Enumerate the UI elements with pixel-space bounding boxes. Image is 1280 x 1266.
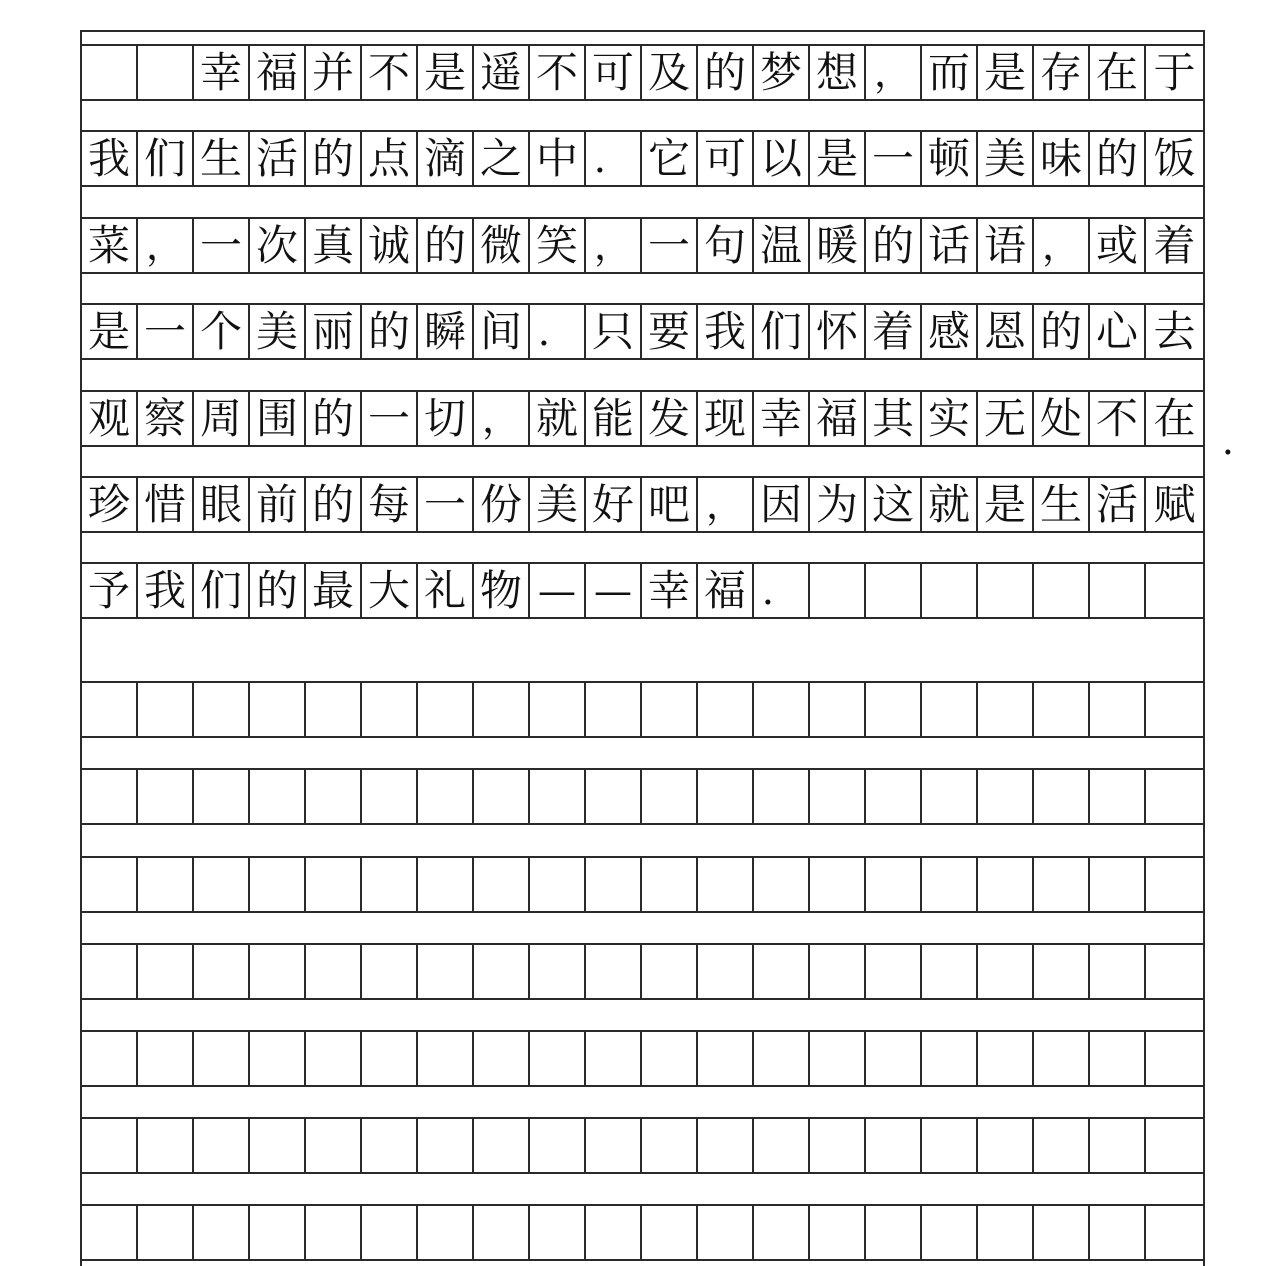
grid-cell-char: 我 [82, 132, 138, 185]
grid-cell-empty [1090, 858, 1146, 911]
grid-cell-empty [82, 1032, 138, 1085]
grid-cell-char: 是 [978, 478, 1034, 531]
grid-cell-empty [586, 1206, 642, 1259]
grid-cell-char: 礼 [418, 564, 474, 617]
grid-cell-empty [138, 1032, 194, 1085]
grid-cell-empty [1146, 564, 1203, 617]
grid-cell-empty [642, 858, 698, 911]
grid-cell-char: 这 [866, 478, 922, 531]
grid-cell-char: 心 [1090, 305, 1146, 358]
grid-cell-char: 不 [362, 46, 418, 99]
grid-cell-char: 们 [194, 564, 250, 617]
grid-cell-empty [922, 858, 978, 911]
grid-cell-char: 句 [698, 219, 754, 272]
grid-cell-char: 想 [810, 46, 866, 99]
grid-cell-empty [642, 945, 698, 998]
grid-cell-char: 于 [1153, 47, 1196, 97]
grid-cell-empty [362, 1032, 418, 1085]
grid-cell-empty [530, 858, 586, 911]
grid-cell-char: 赋 [1153, 479, 1196, 529]
grid-cell-empty [306, 1032, 362, 1085]
grid-cell-char: 一 [642, 219, 698, 272]
grid-cell-char: 微 [474, 219, 530, 272]
grid-cell-char: 笑 [530, 219, 586, 272]
grid-cell-empty [810, 858, 866, 911]
grid-cell-empty [978, 1119, 1034, 1172]
grid-cell-char: 的 [866, 219, 922, 272]
grid-cell-empty [586, 683, 642, 736]
grid-cell-empty [1146, 1032, 1203, 1085]
grid-cell-char: 温 [754, 219, 810, 272]
grid-row-13 [82, 1117, 1203, 1174]
grid-cell-empty [418, 1032, 474, 1085]
grid-cell-empty [418, 770, 474, 823]
grid-cell-char: 可 [698, 132, 754, 185]
grid-cell-empty [866, 945, 922, 998]
grid-cell-empty [866, 1119, 922, 1172]
grid-cell-empty [866, 1032, 922, 1085]
grid-cell-empty [138, 46, 194, 99]
grid-cell-empty [586, 858, 642, 911]
grid-cell-char: 能 [586, 392, 642, 445]
grid-cell-empty [474, 1119, 530, 1172]
grid-cell-empty [922, 1032, 978, 1085]
grid-cell-char: 只 [586, 305, 642, 358]
grid-cell-empty [194, 683, 250, 736]
grid-cell-empty [250, 683, 306, 736]
grid-cell-char: 一 [362, 392, 418, 445]
grid-cell-empty [138, 945, 194, 998]
grid-cell-empty [698, 1206, 754, 1259]
grid-cell-char: 大 [362, 564, 418, 617]
grid-cell-char: — [530, 564, 586, 617]
grid-cell-char: 而 [922, 46, 978, 99]
grid-cell-empty [866, 564, 922, 617]
grid-cell-char: 处 [1034, 392, 1090, 445]
grid-cell-empty [530, 1032, 586, 1085]
grid-cell-empty [474, 683, 530, 736]
grid-cell-char: ． [754, 564, 810, 617]
grid-cell-empty [698, 1119, 754, 1172]
grid-cell-char: 在 [1090, 46, 1146, 99]
grid-cell-char: 可 [586, 46, 642, 99]
grid-cell-empty [978, 945, 1034, 998]
grid-cell-char: 着 [1153, 220, 1196, 270]
grid-cell-char: ． [530, 305, 586, 358]
grid-cell-empty [698, 858, 754, 911]
grid-cell-empty [1034, 945, 1090, 998]
grid-cell-char: 美 [250, 305, 306, 358]
grid-row-1 [82, 44, 1203, 101]
grid-cell-empty [642, 1032, 698, 1085]
grid-cell-char: 周 [194, 392, 250, 445]
grid-cell-char: 的 [418, 219, 474, 272]
grid-cell-char: 暖 [810, 219, 866, 272]
grid-cell-char: 中 [530, 132, 586, 185]
grid-cell-empty [474, 770, 530, 823]
grid-cell-empty [978, 1032, 1034, 1085]
grid-cell-char: 无 [978, 392, 1034, 445]
grid-cell-char: 好 [586, 478, 642, 531]
grid-cell-empty [754, 683, 810, 736]
grid-cell-empty [306, 683, 362, 736]
grid-cell-empty [810, 1119, 866, 1172]
grid-cell-char: 美 [530, 478, 586, 531]
grid-cell-empty [250, 945, 306, 998]
grid-cell-char: 们 [138, 132, 194, 185]
grid-cell-empty [1090, 564, 1146, 617]
grid-cell-char: 菜 [82, 219, 138, 272]
grid-cell-empty [978, 1206, 1034, 1259]
grid-cell-char: 活 [250, 132, 306, 185]
grid-cell-empty [82, 945, 138, 998]
grid-cell-empty [922, 770, 978, 823]
grid-row-12 [82, 1030, 1203, 1087]
grid-cell-empty [922, 564, 978, 617]
grid-cell-empty [362, 858, 418, 911]
grid-cell-char: ， [698, 478, 754, 531]
grid-cell-empty [810, 1206, 866, 1259]
grid-cell-char: 个 [194, 305, 250, 358]
grid-cell-char: ， [1034, 219, 1090, 272]
grid-cell-empty [1090, 1119, 1146, 1172]
grid-row-7 [82, 562, 1203, 619]
grid-cell-char: 的 [250, 564, 306, 617]
grid-cell-char: 福 [810, 392, 866, 445]
grid-cell-empty [922, 945, 978, 998]
grid-cell-char: 因 [754, 478, 810, 531]
grid-cell-char: 之 [474, 132, 530, 185]
grid-cell-char: 发 [642, 392, 698, 445]
grid-cell-empty [1090, 1032, 1146, 1085]
grid-cell-empty [306, 770, 362, 823]
grid-cell-char: 每 [362, 478, 418, 531]
grid-cell-empty [194, 1206, 250, 1259]
grid-cell-empty [978, 683, 1034, 736]
grid-cell-empty [474, 858, 530, 911]
grid-cell-empty [810, 564, 866, 617]
grid-row-6 [82, 476, 1203, 533]
grid-cell-empty [1090, 1206, 1146, 1259]
grid-cell-empty [754, 1206, 810, 1259]
grid-cell-empty [1034, 564, 1090, 617]
grid-cell-char: 生 [194, 132, 250, 185]
grid-cell-empty [642, 683, 698, 736]
grid-cell-empty [586, 945, 642, 998]
grid-cell-char: 去 [1153, 306, 1196, 356]
grid-cell-char: ， [474, 392, 530, 445]
grid-cell-char: 感 [922, 305, 978, 358]
grid-cell-empty [866, 770, 922, 823]
grid-cell-char: 饭 [1153, 133, 1196, 183]
grid-cell-char: 吧 [642, 478, 698, 531]
grid-cell-char: 前 [250, 478, 306, 531]
grid-cell-empty [474, 1032, 530, 1085]
grid-cell-char: 就 [922, 478, 978, 531]
grid-cell-empty [138, 858, 194, 911]
grid-cell-empty [362, 770, 418, 823]
grid-cell-empty [754, 1119, 810, 1172]
grid-cell-empty [642, 1119, 698, 1172]
grid-row-3 [82, 217, 1203, 274]
grid-cell-char: 围 [250, 392, 306, 445]
grid-cell-char: 眼 [194, 478, 250, 531]
grid-cell-empty [1146, 1206, 1203, 1259]
grid-cell-char: 其 [866, 392, 922, 445]
grid-cell-empty [754, 770, 810, 823]
grid-cell-char: 及 [642, 46, 698, 99]
grid-cell-empty [362, 1206, 418, 1259]
grid-cell-empty [250, 1119, 306, 1172]
grid-row-11 [82, 943, 1203, 1000]
grid-cell-char: 物 [474, 564, 530, 617]
grid-cell-empty [922, 1206, 978, 1259]
grid-cell-empty [1090, 945, 1146, 998]
grid-cell-empty [866, 683, 922, 736]
grid-cell-empty [754, 858, 810, 911]
grid-cell-empty [82, 858, 138, 911]
grid-cell-char: 美 [978, 132, 1034, 185]
grid-cell-empty [586, 1032, 642, 1085]
grid-cell-empty [418, 945, 474, 998]
grid-cell-char: ， [586, 219, 642, 272]
grid-cell-empty [866, 858, 922, 911]
grid-cell-char: ， [866, 46, 922, 99]
grid-cell-char: 语 [978, 219, 1034, 272]
grid-cell-empty [922, 683, 978, 736]
grid-cell-char: 的 [306, 478, 362, 531]
grid-cell-char: 次 [250, 219, 306, 272]
grid-cell-char: 在 [1153, 393, 1196, 443]
grid-cell-empty [250, 1032, 306, 1085]
grid-cell-empty [362, 1119, 418, 1172]
grid-cell-char: 珍 [82, 478, 138, 531]
grid-cell-empty [530, 683, 586, 736]
grid-cell-empty [922, 1119, 978, 1172]
grid-cell-char: 是 [82, 305, 138, 358]
grid-cell-empty [82, 683, 138, 736]
grid-cell-char: 瞬 [418, 305, 474, 358]
grid-cell-char: 以 [754, 132, 810, 185]
grid-cell-empty [810, 1032, 866, 1085]
grid-cell-empty [1146, 945, 1203, 998]
grid-cell-char: 察 [138, 392, 194, 445]
grid-cell-empty [418, 1206, 474, 1259]
margin-period: ． [1222, 419, 1261, 463]
grid-cell-empty [194, 770, 250, 823]
grid-cell-empty [586, 1119, 642, 1172]
grid-cell-empty [306, 1119, 362, 1172]
grid-cell-empty [82, 1206, 138, 1259]
grid-cell-char: 最 [306, 564, 362, 617]
grid-cell-empty [250, 858, 306, 911]
grid-cell-empty [418, 858, 474, 911]
grid-cell-char: 福 [698, 564, 754, 617]
grid-cell-empty [1034, 1119, 1090, 1172]
grid-cell-empty [362, 683, 418, 736]
grid-cell-empty [698, 945, 754, 998]
grid-cell-empty [418, 1119, 474, 1172]
grid-cell-char: 的 [698, 46, 754, 99]
grid-cell-char: 遥 [474, 46, 530, 99]
grid-cell-char: 梦 [754, 46, 810, 99]
grid-cell-char: 是 [978, 46, 1034, 99]
grid-cell-empty [1090, 683, 1146, 736]
grid-cell-char: 的 [1090, 132, 1146, 185]
grid-cell-empty [978, 564, 1034, 617]
grid-cell-empty [1146, 683, 1203, 736]
grid-cell-empty [1034, 683, 1090, 736]
grid-cell-char: 是 [418, 46, 474, 99]
grid-row-4 [82, 303, 1203, 360]
grid-cell-empty [250, 770, 306, 823]
grid-cell-char: 滴 [418, 132, 474, 185]
grid-cell-empty [138, 683, 194, 736]
grid-cell-char: 实 [922, 392, 978, 445]
grid-cell-char: 我 [698, 305, 754, 358]
grid-cell-empty [586, 770, 642, 823]
grid-cell-char: 我 [138, 564, 194, 617]
grid-cell-empty [1034, 1032, 1090, 1085]
grid-cell-char: 或 [1090, 219, 1146, 272]
grid-cell-char: 生 [1034, 478, 1090, 531]
grid-row-9 [82, 768, 1203, 825]
grid-cell-char: 不 [1090, 392, 1146, 445]
grid-cell-char: 活 [1090, 478, 1146, 531]
grid-cell-char: 一 [194, 219, 250, 272]
grid-cell-empty [698, 1032, 754, 1085]
grid-cell-empty [82, 770, 138, 823]
grid-cell-empty [306, 1206, 362, 1259]
grid-cell-empty [1146, 1119, 1203, 1172]
grid-cell-char: 味 [1034, 132, 1090, 185]
grid-cell-empty [530, 1119, 586, 1172]
grid-cell-empty [474, 945, 530, 998]
grid-cell-empty [1146, 770, 1203, 823]
grid-cell-char: 一 [866, 132, 922, 185]
grid-cell-empty [810, 770, 866, 823]
grid-cell-char: 幸 [194, 46, 250, 99]
grid-cell-char: 惜 [138, 478, 194, 531]
grid-cell-char: 幸 [754, 392, 810, 445]
grid-row-8 [82, 681, 1203, 738]
grid-cell-empty [1034, 1206, 1090, 1259]
grid-cell-char: 并 [306, 46, 362, 99]
grid-cell-char: 是 [810, 132, 866, 185]
grid-cell-empty [418, 683, 474, 736]
grid-row-10 [82, 856, 1203, 913]
grid-cell-empty [698, 683, 754, 736]
grid-cell-empty [306, 945, 362, 998]
grid-cell-empty [250, 1206, 306, 1259]
grid-cell-char: 切 [418, 392, 474, 445]
grid-cell-empty [1090, 770, 1146, 823]
grid-cell-char: 的 [306, 132, 362, 185]
grid-cell-empty [82, 1119, 138, 1172]
grid-cell-empty [306, 858, 362, 911]
grid-cell-char: 的 [362, 305, 418, 358]
grid-cell-char: 话 [922, 219, 978, 272]
grid-cell-empty [138, 770, 194, 823]
grid-cell-empty [138, 1206, 194, 1259]
grid-cell-char: 不 [530, 46, 586, 99]
grid-cell-empty [474, 1206, 530, 1259]
grid-row-14 [82, 1204, 1203, 1261]
grid-cell-empty [1034, 858, 1090, 911]
grid-cell-empty [194, 1032, 250, 1085]
grid-cell-char: 一 [418, 478, 474, 531]
grid-cell-char: 现 [698, 392, 754, 445]
grid-cell-empty [362, 945, 418, 998]
grid-cell-char: 丽 [306, 305, 362, 358]
grid-cell-empty [754, 1032, 810, 1085]
grid-cell-empty [754, 945, 810, 998]
grid-cell-empty [978, 770, 1034, 823]
grid-cell-char: ， [138, 219, 194, 272]
grid-cell-empty [194, 858, 250, 911]
grid-cell-char: 点 [362, 132, 418, 185]
grid-cell-char: 着 [866, 305, 922, 358]
grid-cell-empty [138, 1119, 194, 1172]
grid-cell-char: 间 [474, 305, 530, 358]
grid-cell-char: 们 [754, 305, 810, 358]
grid-cell-empty [810, 683, 866, 736]
grid-cell-empty [82, 46, 138, 99]
grid-cell-char: 一 [138, 305, 194, 358]
grid-cell-empty [642, 770, 698, 823]
grid-cell-char: 存 [1034, 46, 1090, 99]
grid-cell-char: 的 [306, 392, 362, 445]
grid-cell-char: 诚 [362, 219, 418, 272]
grid-row-5 [82, 390, 1203, 447]
grid-cell-char: ． [586, 132, 642, 185]
grid-row-2 [82, 130, 1203, 187]
grid-cell-char: 幸 [642, 564, 698, 617]
grid-cell-char: 予 [82, 564, 138, 617]
grid-cell-char: — [586, 564, 642, 617]
grid-cell-empty [194, 945, 250, 998]
grid-cell-empty [698, 770, 754, 823]
grid-cell-char: 要 [642, 305, 698, 358]
grid-cell-empty [1146, 858, 1203, 911]
grid-cell-char: 为 [810, 478, 866, 531]
grid-cell-char: 的 [1034, 305, 1090, 358]
grid-cell-char: 它 [642, 132, 698, 185]
grid-cell-empty [978, 858, 1034, 911]
grid-cell-empty [866, 1206, 922, 1259]
writing-grid-sheet [80, 30, 1205, 1266]
grid-cell-char: 观 [82, 392, 138, 445]
grid-cell-char: 怀 [810, 305, 866, 358]
grid-cell-empty [530, 1206, 586, 1259]
grid-cell-empty [194, 1119, 250, 1172]
grid-cell-char: 份 [474, 478, 530, 531]
grid-cell-empty [530, 945, 586, 998]
grid-cell-char: 恩 [978, 305, 1034, 358]
grid-cell-char: 就 [530, 392, 586, 445]
grid-cell-char: 顿 [922, 132, 978, 185]
grid-cell-char: 福 [250, 46, 306, 99]
grid-cell-empty [642, 1206, 698, 1259]
grid-cell-empty [810, 945, 866, 998]
grid-cell-char: 真 [306, 219, 362, 272]
grid-cell-empty [530, 770, 586, 823]
grid-cell-empty [1034, 770, 1090, 823]
